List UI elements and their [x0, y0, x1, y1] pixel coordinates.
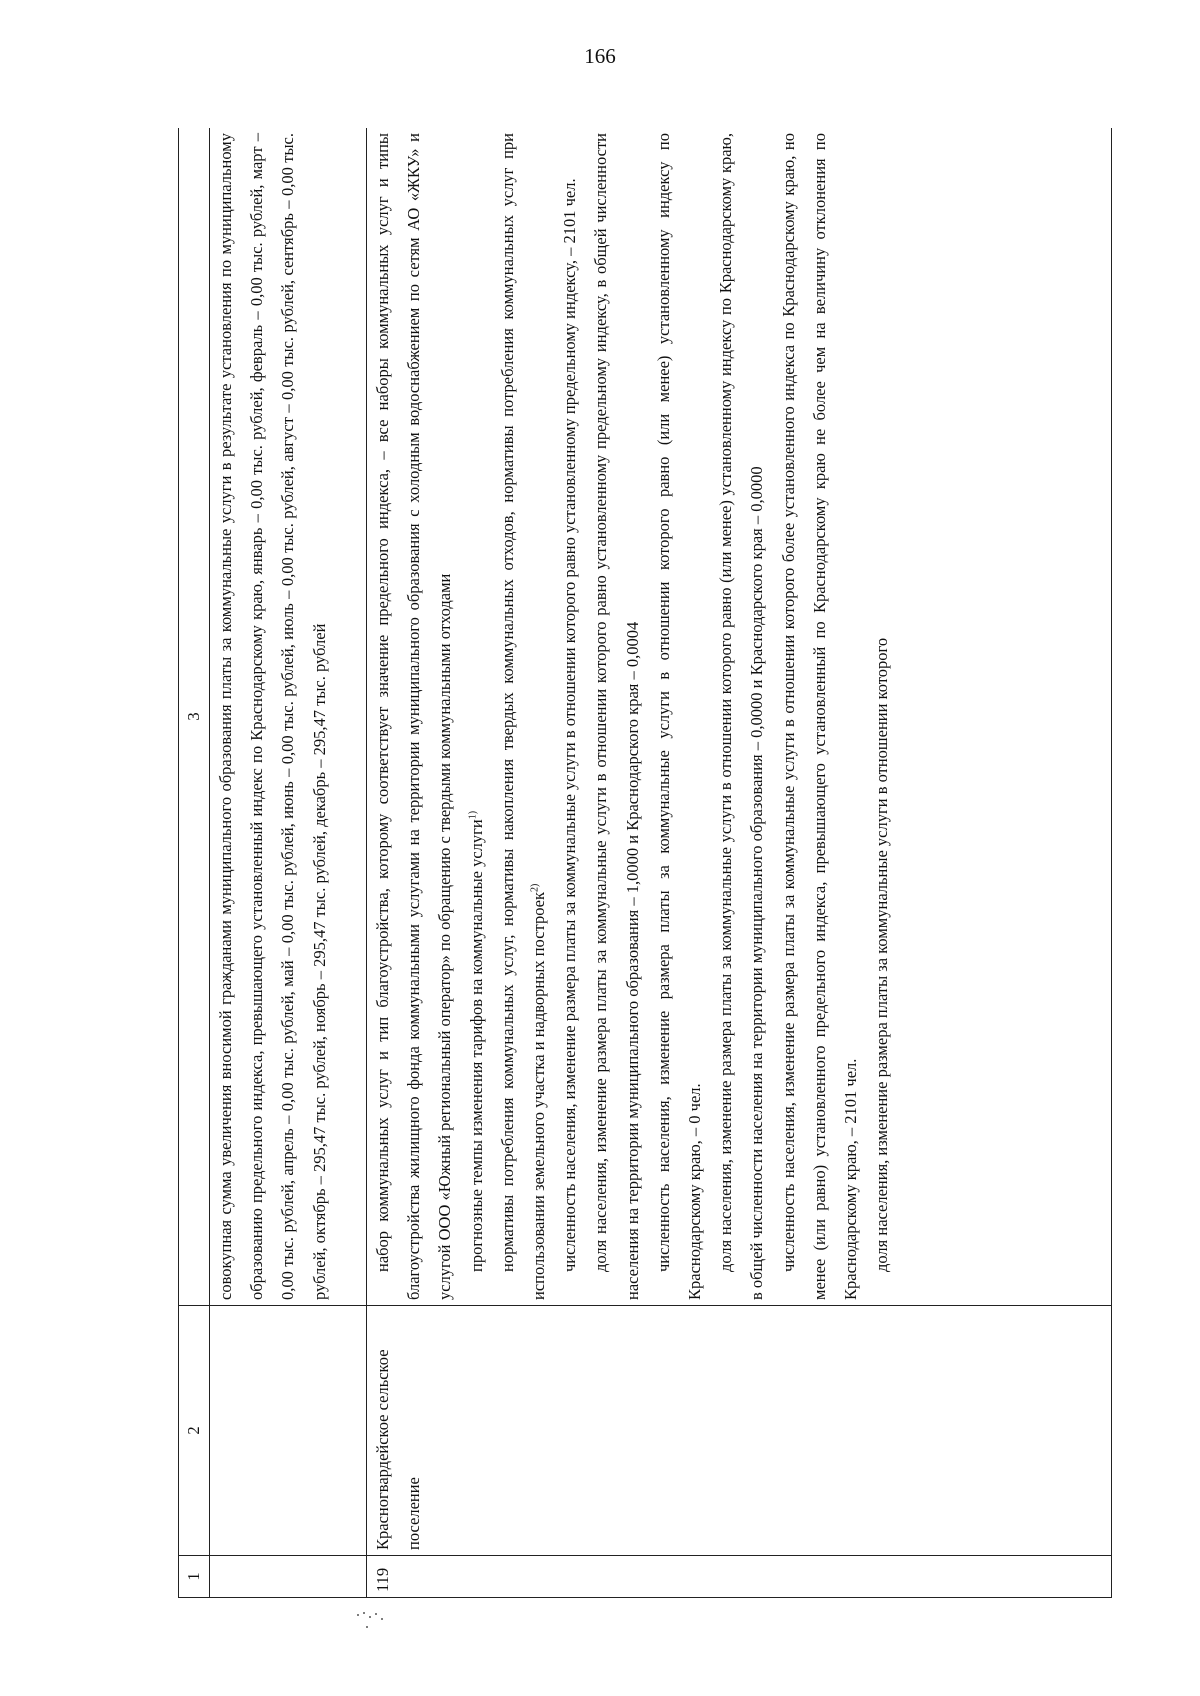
header-cell-1: 1 — [179, 1556, 210, 1598]
page-number: 166 — [584, 44, 616, 68]
row-content — [367, 128, 1112, 1306]
row-number: 119 — [367, 1556, 1112, 1598]
header-cell-3: 3 — [179, 128, 210, 1306]
table-row — [210, 128, 367, 1598]
paragraph: нормативы потребления коммунальных услуг, нормативы накопления твердых коммунальных отходов, нормативы потребления коммунальных услуг при использовании земельного участка и надворных построек$^{2)}$ — [497, 133, 549, 1300]
landscape-page — [178, 128, 1113, 1598]
row-name: Красногвардейское сельское поселение — [367, 1306, 1112, 1556]
paragraph: доля населения, изменение размера платы за коммунальные услуги в отношении которого равно (или менее) установленному индексу по Краснодарскому краю, в общей численности населения на территории муниципального образования – 0,0000 и Краснодарского края – 0,0000 — [716, 133, 767, 1300]
row-name — [210, 1306, 367, 1556]
row-number — [210, 1556, 367, 1598]
rotated-table-container — [178, 128, 1113, 1598]
scan-artifact — [355, 1610, 395, 1640]
table-header-row — [179, 128, 210, 1598]
header-cell-2: 2 — [179, 1306, 210, 1556]
paragraph: численность населения, изменение размера платы за коммунальные услуги в отношении которого равно (или менее) установленному индексу по Краснодарскому краю, – 0 чел. — [653, 133, 705, 1300]
table-row — [367, 128, 1112, 1598]
row-content — [210, 128, 367, 1306]
paragraph: прогнозные темпы изменения тарифов на коммунальные услуги$^{1)}$ — [466, 810, 486, 1272]
paragraph: доля населения, изменение размера платы за коммунальные услуги в отношении которого равно установленному предельному индексу, в общей численности населения на территории муниципального образования – 1,0000 и Краснодарского края – 0,0004 — [591, 133, 642, 1300]
footnote-mark: 1) — [467, 810, 479, 820]
paragraph: численность населения, изменение размера платы за коммунальные услуги в отношении которого равно установленному предельному индексу, – 2101 чел. — [560, 178, 580, 1272]
footnote-mark: 2) — [529, 883, 541, 892]
paragraph: численность населения, изменение размера платы за коммунальные услуги в отношении которого более установленного индекса по Краснодарскому краю, но менее (или равно) установленного предельного индекса, превышающего установленный по Краснодарскому краю не более чем на величину отклонения по Краснодарскому краю, – 2101 чел. — [778, 133, 861, 1300]
paragraph: совокупная сумма увеличения вносимой гражданами муниципального образования платы за коммунальные услуги в результате установления по муниципальному образованию предельного индекса, превышающего установленный индекс по Краснодарскому краю, январь – 0,00 тыс. рублей, февраль – 0,00 тыс. рублей, март – 0,00 тыс. рублей, апрель – 0,00 тыс. рублей, май – 0,00 тыс. рублей, июнь – 0,00 тыс. рублей, июль – 0,00 тыс. рублей, август – 0,00 тыс. рублей, сентябрь – 0,00 тыс. рублей, октябрь – 295,47 тыс. рублей, ноябрь – 295,47 тыс. рублей, декабрь – 295,47 тыс. рублей — [216, 133, 329, 1300]
paragraph: доля населения, изменение размера платы за коммунальные услуги в отношении которого — [872, 637, 892, 1272]
data-table — [178, 128, 1112, 1598]
paragraph: набор коммунальных услуг и тип благоустройства, которому соответствует значение предельного индекса, – все наборы коммунальных услуг и типы благоустройства жилищного фонда коммунальными услугами на территории муниципального образования с холодным водоснабжением по сетям АО «ЖКУ» и услугой ООО «Южный региональный оператор» по обращению с твердыми коммунальными отходами — [373, 133, 455, 1300]
